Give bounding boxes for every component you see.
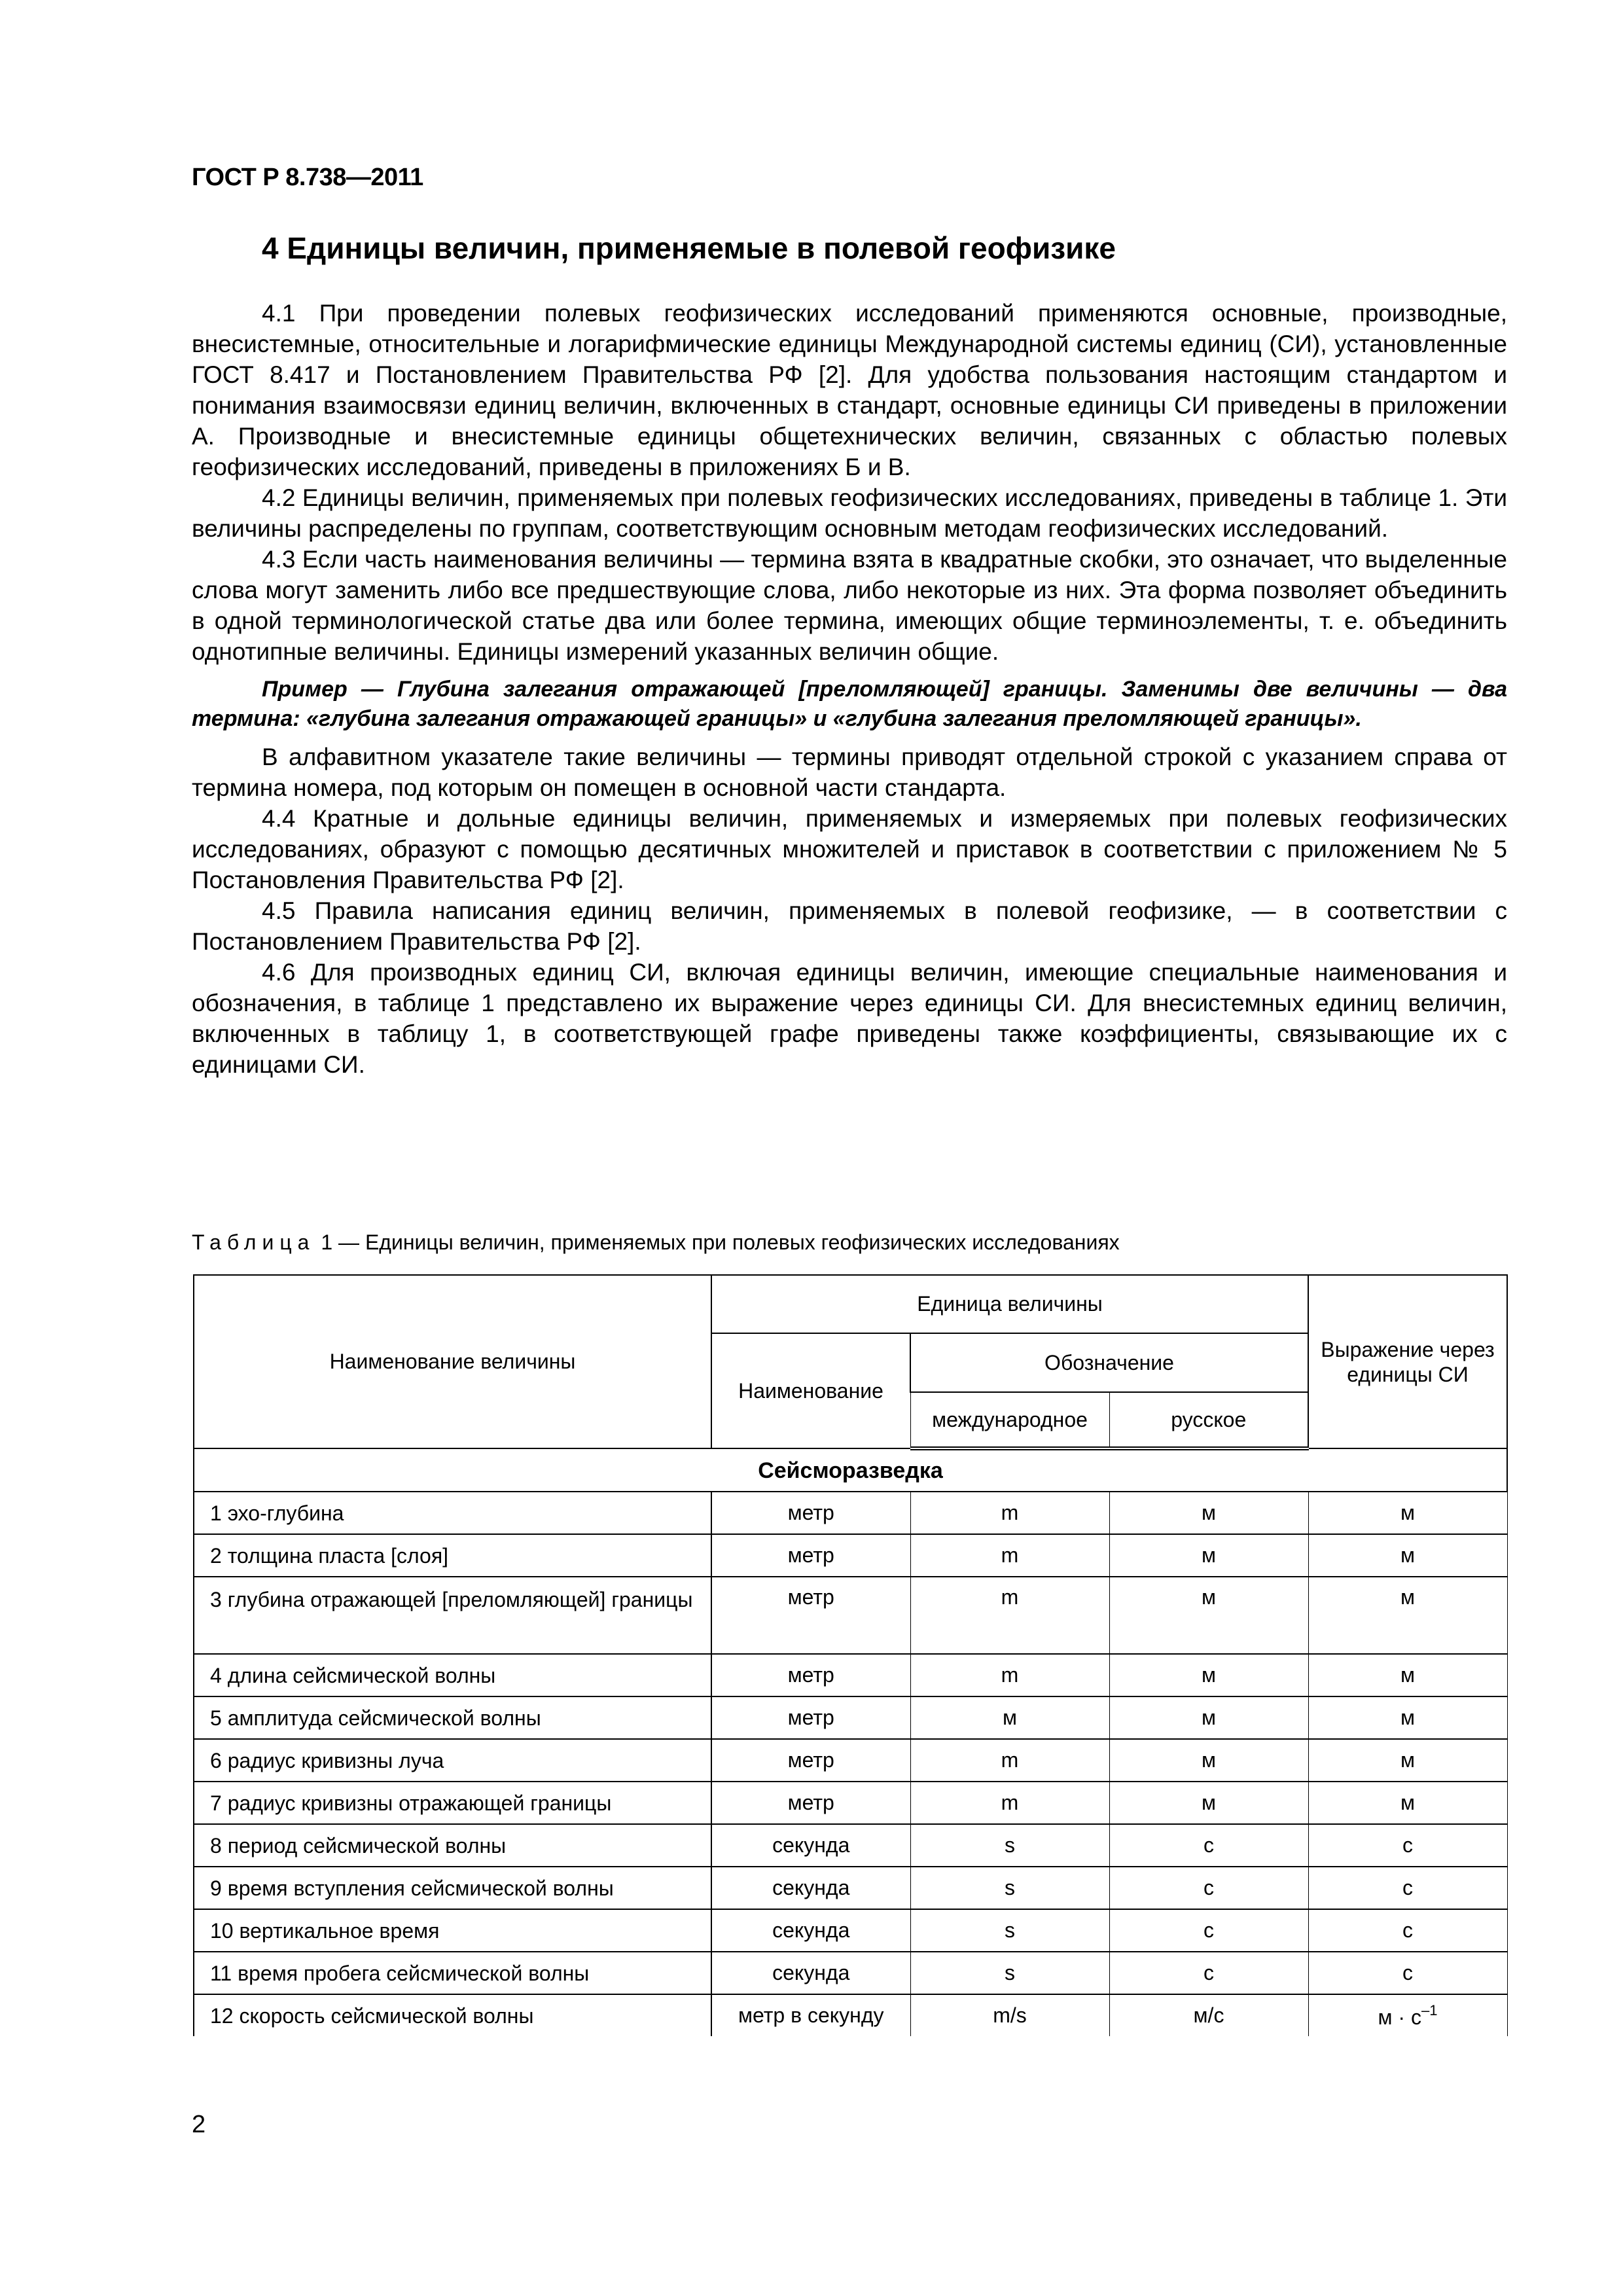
symbol-international: m: [910, 1577, 1109, 1654]
table-row: [194, 1867, 1507, 1909]
table-row: [194, 1782, 1507, 1824]
table-row: [194, 1654, 1507, 1696]
quantity-name: 12 скорость сейсмической волны: [194, 1994, 711, 2036]
symbol-international: m: [910, 1492, 1109, 1534]
quantity-name: 3 глубина отражающей [преломляющей] границы: [194, 1577, 711, 1654]
si-expression: м: [1308, 1782, 1507, 1824]
quantity-name: 4 длина сейсмической волны: [194, 1654, 711, 1696]
section-heading: 4 Единицы величин, применяемые в полевой геофизике: [262, 231, 1116, 265]
paragraph-4-2: 4.2 Единицы величин, применяемых при полевых геофизических исследованиях, приведены в таблице 1. Эти величины распределены по группам, соответствующим основным методам геофизических исследований.: [192, 484, 1507, 542]
section-row-seismic: Сейсморазведка: [194, 1448, 1507, 1492]
symbol-international: m: [910, 1654, 1109, 1696]
page-number: 2: [192, 2111, 206, 2138]
quantity-name: 2 толщина пласта [слоя]: [194, 1534, 711, 1577]
header-si-expression: Выражение через единицы СИ: [1308, 1275, 1507, 1448]
quantity-name: 7 радиус кривизны отражающей границы: [194, 1782, 711, 1824]
paragraph-4-6: 4.6 Для производных единиц СИ, включая единицы величин, имеющие специальные наименования и обозначения, в таблице 1 представлено их выражение через единицы СИ. Для внесистемных единиц величин, включенных в таблицу 1, в соответствующей графе приведены также коэффициенты, связывающие их с единицами СИ.: [192, 959, 1507, 1078]
unit-name: метр в секунду: [711, 1994, 910, 2036]
si-expression: м: [1308, 1534, 1507, 1577]
si-expression-base: м · с: [1378, 2005, 1421, 2029]
si-expression: с: [1308, 1824, 1507, 1867]
symbol-international: s: [910, 1952, 1109, 1994]
si-expression: м: [1308, 1739, 1507, 1782]
symbol-russian: м: [1109, 1782, 1308, 1824]
table-row: [194, 1492, 1507, 1534]
symbol-russian: с: [1109, 1867, 1308, 1909]
symbol-russian: с: [1109, 1909, 1308, 1952]
symbol-russian: м: [1109, 1577, 1308, 1654]
table-caption-text: Единицы величин, применяемых при полевых геофизических исследованиях: [365, 1230, 1120, 1254]
table-row: [194, 1909, 1507, 1952]
table-row: [194, 1824, 1507, 1867]
header-quantity-name: Наименование величины: [194, 1275, 711, 1448]
si-expression: м: [1308, 1654, 1507, 1696]
table-caption-label: Таблица: [192, 1230, 315, 1254]
symbol-international: s: [910, 1909, 1109, 1952]
quantity-name: 8 период сейсмической волны: [194, 1824, 711, 1867]
table-row: [194, 1577, 1507, 1654]
table-row: [194, 1696, 1507, 1739]
table-row: [194, 1952, 1507, 1994]
header-symbol-international: международное: [910, 1392, 1109, 1448]
header-unit: Единица величины: [711, 1275, 1308, 1333]
table-caption: [192, 1230, 1120, 1255]
symbol-russian: с: [1109, 1824, 1308, 1867]
quantity-name: 6 радиус кривизны луча: [194, 1739, 711, 1782]
quantity-name: 5 амплитуда сейсмической волны: [194, 1696, 711, 1739]
unit-name: метр: [711, 1782, 910, 1824]
unit-name: метр: [711, 1534, 910, 1577]
symbol-international: m: [910, 1739, 1109, 1782]
unit-name: метр: [711, 1492, 910, 1534]
header-unit-name: Наименование: [711, 1333, 910, 1448]
symbol-russian: с: [1109, 1952, 1308, 1994]
paragraph-index-note: В алфавитном указателе такие величины — термины приводят отдельной строкой с указанием справа от термина номера, под которым он помещен в основной части стандарта.: [192, 744, 1507, 801]
si-expression-exponent: –1: [1421, 2001, 1438, 2018]
document-id: ГОСТ Р 8.738—2011: [192, 164, 423, 191]
units-table: [193, 1274, 1508, 2036]
si-expression: м: [1308, 1492, 1507, 1534]
example-note: Пример — Глубина залегания отражающей [преломляющей] границы. Заменимы две величины — два термина: «глубина залегания отражающей границы» и «глубина залегания преломляющей границы».: [192, 677, 1507, 731]
symbol-russian: м: [1109, 1739, 1308, 1782]
symbol-international: м: [910, 1696, 1109, 1739]
symbol-russian: м: [1109, 1696, 1308, 1739]
header-symbol: Обозначение: [910, 1333, 1308, 1392]
quantity-name: 11 время пробега сейсмической волны: [194, 1952, 711, 1994]
si-expression: м: [1308, 1696, 1507, 1739]
unit-name: секунда: [711, 1952, 910, 1994]
paragraph-4-4: 4.4 Кратные и дольные единицы величин, применяемых и измеряемых при полевых геофизических исследованиях, образуют с помощью десятичных множителей и приставок в соответствии с приложением № 5 Постановления Правительства РФ [2].: [192, 805, 1507, 893]
unit-name: метр: [711, 1696, 910, 1739]
symbol-international: m: [910, 1534, 1109, 1577]
paragraph-4-3: 4.3 Если часть наименования величины — термина взята в квадратные скобки, это означает, что выделенные слова могут заменить либо все предшествующие слова, либо некоторые из них. Эта форма позволяет объединить в одной терминологической статье два или более термина, имеющих общие терминоэлементы, т. е. объединить однотипные величины. Единицы измерений указанных величин общие.: [192, 546, 1507, 665]
paragraph-4-5: 4.5 Правила написания единиц величин, применяемых в полевой геофизике, — в соответствии с Постановлением Правительства РФ [2].: [192, 897, 1507, 955]
table-caption-number: 1 —: [315, 1230, 365, 1254]
symbol-international: m/s: [910, 1994, 1109, 2036]
si-expression: с: [1308, 1909, 1507, 1952]
quantity-name: 1 эхо-глубина: [194, 1492, 711, 1534]
body-text: [192, 298, 1507, 1080]
si-expression: с: [1308, 1867, 1507, 1909]
unit-name: секунда: [711, 1867, 910, 1909]
symbol-russian: м: [1109, 1654, 1308, 1696]
si-expression: с: [1308, 1952, 1507, 1994]
unit-name: метр: [711, 1739, 910, 1782]
symbol-russian: м/с: [1109, 1994, 1308, 2036]
table-row: [194, 1739, 1507, 1782]
symbol-international: s: [910, 1824, 1109, 1867]
header-symbol-russian: русское: [1109, 1392, 1308, 1448]
si-expression: [1308, 1994, 1507, 2036]
quantity-name: 9 время вступления сейсмической волны: [194, 1867, 711, 1909]
unit-name: секунда: [711, 1909, 910, 1952]
si-expression: м: [1308, 1577, 1507, 1654]
symbol-international: s: [910, 1867, 1109, 1909]
quantity-name: 10 вертикальное время: [194, 1909, 711, 1952]
table-row: [194, 1994, 1507, 2036]
symbol-international: m: [910, 1782, 1109, 1824]
paragraph-4-1: 4.1 При проведении полевых геофизических исследований применяются основные, производные, внесистемные, относительные и логарифмические единицы Международной системы единиц (СИ), установленные ГОСТ 8.417 и Постановлением Правительства РФ [2]. Для удобства пользования настоящим стандартом и понимания взаимосвязи единиц величин, включенных в стандарт, основные единицы СИ приведены в приложении А. Производные и внесистемные единицы общетехнических величин, связанных с областью полевых геофизических исследований, приведены в приложениях Б и В.: [192, 300, 1507, 480]
unit-name: метр: [711, 1577, 910, 1654]
unit-name: секунда: [711, 1824, 910, 1867]
symbol-russian: м: [1109, 1492, 1308, 1534]
table-row: [194, 1534, 1507, 1577]
symbol-russian: м: [1109, 1534, 1308, 1577]
unit-name: метр: [711, 1654, 910, 1696]
